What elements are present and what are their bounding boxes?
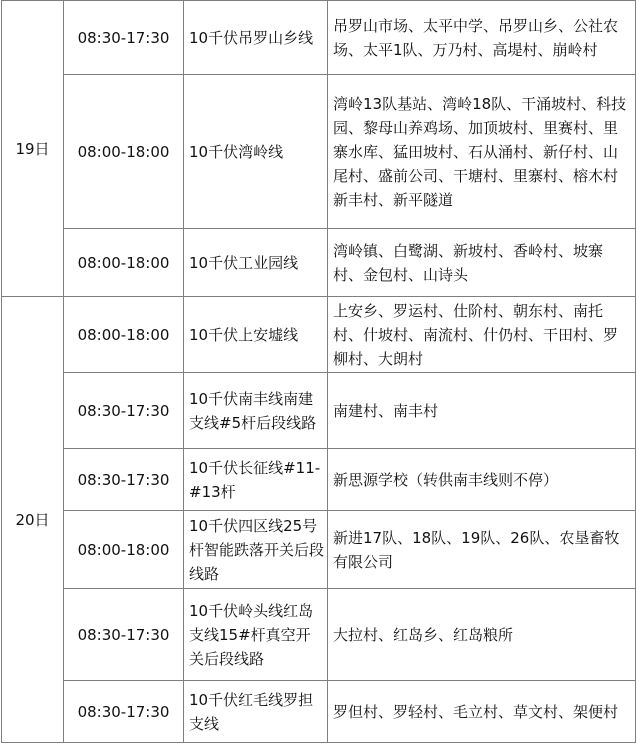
time-cell: 08:00-18:00 xyxy=(64,511,184,589)
area-cell: 新进17队、18队、19队、26队、农垦畜牧有限公司 xyxy=(328,511,636,589)
time-cell: 08:30-17:30 xyxy=(64,589,184,681)
area-cell: 罗但村、罗轻村、毛立村、草文村、架便村 xyxy=(328,681,636,743)
time-cell: 08:00-18:00 xyxy=(64,297,184,373)
day-cell: 20日 xyxy=(2,297,64,743)
area-cell: 吊罗山市场、太平中学、吊罗山乡、公社农场、太平1队、万乃村、高堤村、崩岭村 xyxy=(328,1,636,75)
line-cell: 10千伏四区线25号杆智能跌落开关后段线路 xyxy=(184,511,328,589)
line-cell: 10千伏南丰线南建支线#5杆后段线路 xyxy=(184,373,328,449)
line-cell: 10千伏岭头线红岛支线15#杆真空开关后段线路 xyxy=(184,589,328,681)
area-cell: 湾岭13队基站、湾岭18队、干涌坡村、科技园、黎母山养鸡场、加顶坡村、里赛村、里寨水库、猛田坡村、石从涌村、新仔村、山尾村、盛前公司、干塘村、里寨村、榕木村新丰村、新平隧道 xyxy=(328,75,636,229)
area-cell: 大拉村、红岛乡、红岛粮所 xyxy=(328,589,636,681)
day-cell: 19日 xyxy=(2,1,64,297)
table-row xyxy=(2,511,636,589)
table-row xyxy=(2,75,636,229)
table-row xyxy=(2,1,636,75)
line-cell: 10千伏长征线#11-#13杆 xyxy=(184,449,328,511)
time-cell: 08:00-18:00 xyxy=(64,229,184,297)
table-row xyxy=(2,373,636,449)
table-row xyxy=(2,229,636,297)
line-cell: 10千伏吊罗山乡线 xyxy=(184,1,328,75)
area-cell: 南建村、南丰村 xyxy=(328,373,636,449)
time-cell: 08:30-17:30 xyxy=(64,681,184,743)
time-cell: 08:30-17:30 xyxy=(64,449,184,511)
time-cell: 08:30-17:30 xyxy=(64,1,184,75)
line-cell: 10千伏红毛线罗担支线 xyxy=(184,681,328,743)
table-row xyxy=(2,297,636,373)
table-row xyxy=(2,449,636,511)
outage-schedule-table xyxy=(1,0,636,743)
table-row xyxy=(2,589,636,681)
line-cell: 10千伏工业园线 xyxy=(184,229,328,297)
area-cell: 新思源学校（转供南丰线则不停） xyxy=(328,449,636,511)
area-cell: 湾岭镇、白鹭湖、新坡村、香岭村、坡寨村、金包村、山诗头 xyxy=(328,229,636,297)
area-cell: 上安乡、罗运村、仕阶村、朝东村、南托村、什坡村、南流村、什仍村、干田村、罗柳村、大朗村 xyxy=(328,297,636,373)
line-cell: 10千伏湾岭线 xyxy=(184,75,328,229)
table-row xyxy=(2,681,636,743)
line-cell: 10千伏上安墟线 xyxy=(184,297,328,373)
time-cell: 08:00-18:00 xyxy=(64,75,184,229)
time-cell: 08:30-17:30 xyxy=(64,373,184,449)
